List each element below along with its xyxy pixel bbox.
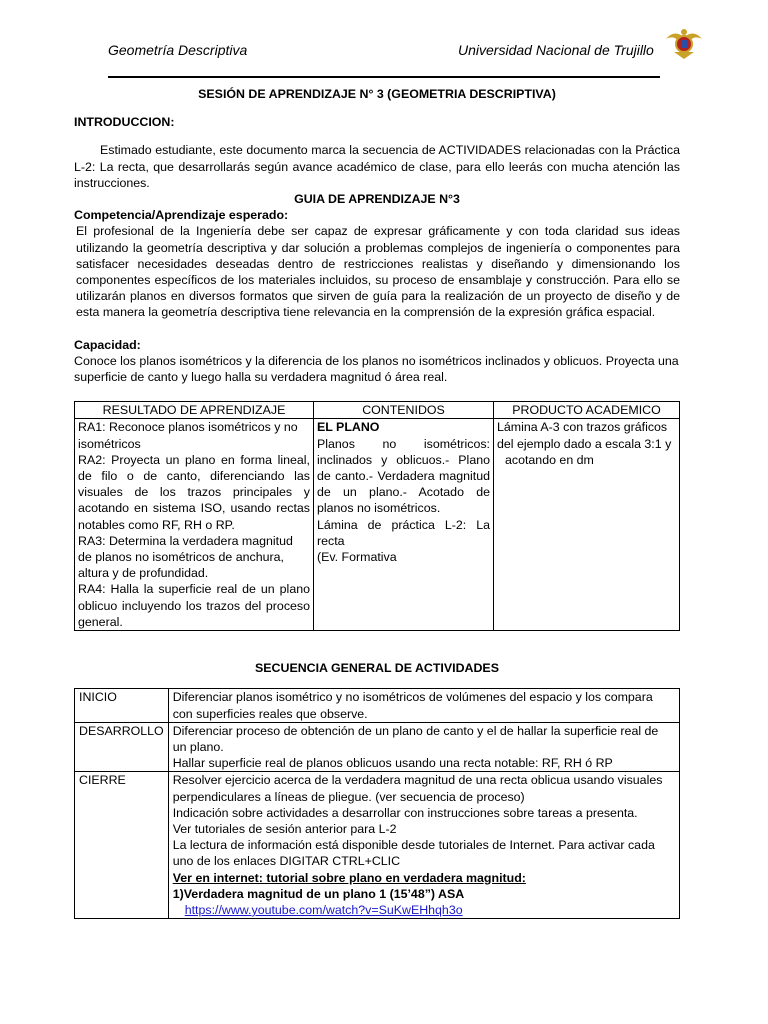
university-seal-icon xyxy=(664,25,704,61)
producto-text-2: acotando en dm xyxy=(505,452,594,467)
guide-title: GUIA DE APRENDIZAJE N°3 xyxy=(294,192,460,207)
cierre-step-6: 1)Verdadera magnitud de un plano 1 (15’48”) ASA xyxy=(172,886,465,901)
intro-heading: INTRODUCCION: xyxy=(74,115,175,130)
contenidos-text: Planos no isométricos: inclinados y oblicuos.- Plano de canto.- Verdadera magnitud de un plano.- Acotado de planos no isométricos. xyxy=(317,436,490,516)
header-divider xyxy=(108,76,660,78)
results-table xyxy=(74,401,680,631)
cierre-label: CIERRE xyxy=(75,772,169,919)
cierre-step-1: Resolver ejercicio acerca de la verdadera magnitud de una recta oblicua usando visuales perpendiculares a líneas de pliegue. (ver secuencia de proceso) xyxy=(172,773,663,804)
producto-cell xyxy=(494,419,680,631)
competencia-heading: Competencia/Aprendizaje esperado: xyxy=(74,208,289,223)
sequence-row-desarrollo xyxy=(75,722,680,772)
ra3: RA3: Determina la verdadera magnitud de planos no isométricos de anchura, altura y de profundidad. xyxy=(78,533,293,581)
cierre-step-3: Ver tutoriales de sesión anterior para L-2 xyxy=(172,821,397,836)
desarrollo-cell xyxy=(168,722,679,772)
document-body xyxy=(74,86,680,919)
contenidos-lamina: Lámina de práctica L-2: La recta xyxy=(317,517,490,548)
competencia-text: El profesional de la Ingeniería debe ser capaz de expresar gráficamente y con toda claridad sus ideas utilizando la geometría descriptiva y dar solución a problemas complejos de ingeniería o componentes para satisfacer necesidades deseadas dentro de restricciones realistas y diseñando y dimensionando los componentes específicos de los materiales incluidos, su proceso de ensamblaje y construcción. Para ello se utilizarán planos en diversos formatos que sirven de guía para la realización de un proyecto de diseño y de esta manera la geometría descriptiva tiene relevancia en la comprensión de la expresión gráfica espacial. xyxy=(76,224,680,320)
ra2: RA2: Proyecta un plano en forma lineal, de filo o de canto, diferenciando las visuales de los trazos principales y acotando en sistema ISO, usando rectas notables como RF, RH o RP. xyxy=(78,452,310,532)
results-table-header xyxy=(75,402,680,419)
contenidos-cell xyxy=(314,419,494,631)
sequence-title: SECUENCIA GENERAL DE ACTIVIDADES xyxy=(255,661,499,676)
col-producto: PRODUCTO ACADEMICO xyxy=(494,402,680,419)
contenidos-heading: EL PLANO xyxy=(317,420,380,435)
inicio-text: Diferenciar planos isométrico y no isométricos de volúmenes del espacio y los compara con superficies reales que observe. xyxy=(168,689,679,722)
session-title: SESIÓN DE APRENDIZAJE N° 3 (GEOMETRIA DESCRIPTIVA) xyxy=(198,87,556,101)
resultado-cell xyxy=(75,419,314,631)
ra4: RA4: Halla la superficie real de un plano oblicuo incluyendo los trazos del proceso general. xyxy=(78,582,310,629)
inicio-label: INICIO xyxy=(75,689,169,722)
producto-text: Lámina A-3 con trazos gráficos del ejemplo dado a escala 3:1 y xyxy=(497,420,672,451)
col-contenidos: CONTENIDOS xyxy=(314,402,494,419)
desarrollo-label: DESARROLLO xyxy=(75,722,169,772)
cierre-step-2: Indicación sobre actividades a desarrollar con instrucciones sobre tareas a presenta. xyxy=(172,805,638,820)
cierre-step-4: La lectura de información está disponible desde tutoriales de Internet. Para activar cada uno de los enlaces DIGITAR CTRL+CLIC xyxy=(172,838,655,869)
header-university-name: Universidad Nacional de Trujillo xyxy=(458,42,654,58)
sequence-row-cierre xyxy=(75,772,680,919)
col-resultado: RESULTADO DE APRENDIZAJE xyxy=(75,402,314,419)
youtube-tutorial-link[interactable]: https://www.youtube.com/watch?v=SuKwEHhqh3o xyxy=(184,902,463,917)
header-course-title: Geometría Descriptiva xyxy=(108,42,248,58)
ra1: RA1: Reconoce planos isométricos y no isométricos xyxy=(78,420,298,451)
desarrollo-step-2: Hallar superficie real de planos oblicuos usando una recta notable: RF, RH ó RP xyxy=(172,756,613,771)
sequence-row-inicio xyxy=(75,689,680,722)
cierre-step-5: Ver en internet: tutorial sobre plano en verdadera magnitud: xyxy=(172,870,526,885)
capacidad-heading: Capacidad: xyxy=(74,337,141,352)
contenidos-ev: (Ev. Formativa xyxy=(317,550,397,565)
desarrollo-step-1: Diferenciar proceso de obtención de un plano de canto y el de hallar la superficie real de un plano. xyxy=(172,723,659,754)
intro-text: Estimado estudiante, este documento marca la secuencia de ACTIVIDADES relacionadas con la Práctica L-2: La recta, que desarrollarás según avance académico de clase, para ello leerás con mucha atención las instrucciones. xyxy=(74,143,680,190)
capacidad-text: Conoce los planos isométricos y la diferencia de los planos no isométricos inclinados y oblicuos. Proyecta una superficie de canto y luego halla su verdadera magnitud ó área real. xyxy=(74,353,679,385)
results-table-row xyxy=(75,419,680,631)
sequence-table xyxy=(74,688,680,919)
cierre-cell xyxy=(168,772,679,919)
